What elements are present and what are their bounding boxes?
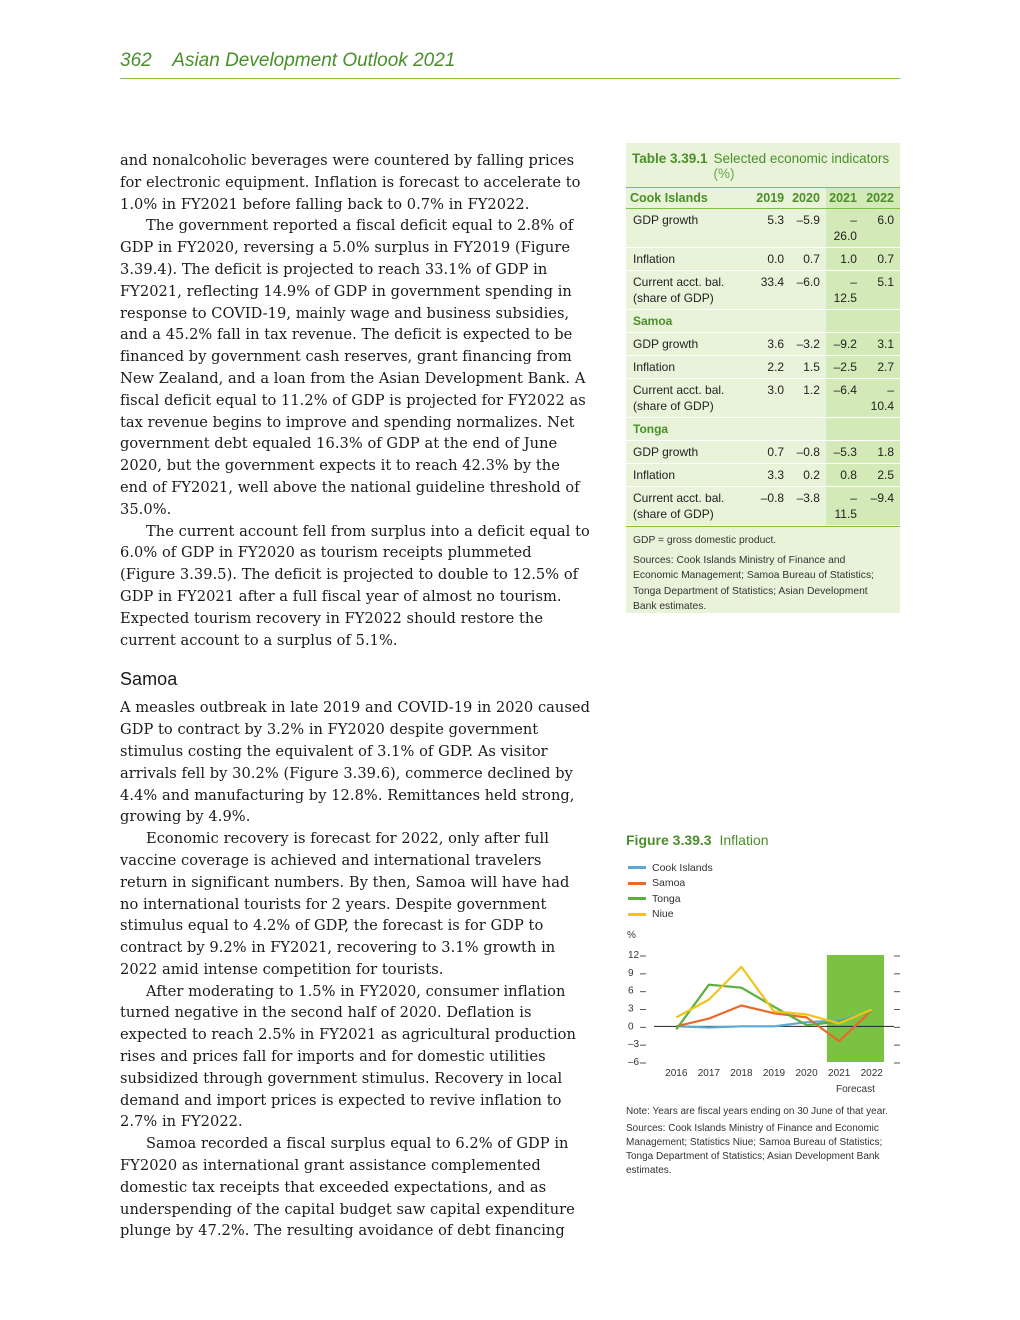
section-heading-samoa: Samoa [120,669,178,690]
table-cell: –10.4 [863,379,900,418]
table-cell: 0.0 [754,248,790,271]
table-notes [626,526,900,615]
table-sources: Sources: Cook Islands Ministry of Finance and Economic Management; Samoa Bureau of Statistics; Tonga Department of Statistics; Asian Development Bank estimates. [633,554,874,612]
forecast-cell [826,310,863,333]
y-tick-label: 0 [628,1021,634,1033]
table-row [626,464,900,487]
row-label: GDP growth [626,209,754,248]
row-label: GDP growth [626,333,754,356]
legend-swatch [628,913,646,916]
table-title-text [714,151,894,181]
table-title [626,143,900,188]
table-row [626,271,900,310]
figure-sources: Sources: Cook Islands Ministry of Finance and Economic Management; Statistics Niue; Samoa Bureau of Statistics; Tonga Department of Statistics; Asian Development Bank estimates. [626,1123,883,1176]
table-row [626,379,900,418]
figure-title [626,832,769,848]
table-cell: 0.7 [790,248,826,271]
figure-number: Figure 3.39.3 [626,832,712,848]
legend-item [628,907,713,923]
table-section-row [626,310,900,333]
table-cell: –12.5 [826,271,863,310]
table-cell: 2.7 [863,356,900,379]
table-row [626,487,900,526]
table-cell: 0.8 [826,464,863,487]
forecast-band [827,955,884,1062]
table-row [626,356,900,379]
section-name-tonga: Tonga [626,418,826,441]
x-tick-label: 2022 [860,1068,883,1079]
indicators-table [626,188,900,526]
figure-notes [626,1105,902,1181]
legend-label: Tonga [652,892,681,905]
y-tick-label: 12 [628,950,640,961]
table-cell: 5.1 [863,271,900,310]
table-cell: 1.2 [790,379,826,418]
x-tick-label: 2021 [828,1068,851,1079]
figure-title-text: Inflation [719,832,769,848]
table-cell: –6.0 [790,271,826,310]
table-cell: 1.0 [826,248,863,271]
table-cell: –6.4 [826,379,863,418]
table-unit: (%) [713,166,735,181]
forecast-cell [863,310,900,333]
table-cell: 2.2 [754,356,790,379]
paragraph-6: After moderating to 1.5% in FY2020, consumer inflation turned negative in the second half of 2020. Deflation is expected to reach 2.5% in FY2021 as agricultural production rises and prices fall for imports and for domestic utilities subsidized through government stimulus. Recovery in local demand and import prices is expected to revive inflation to 2.7% in FY2022. [120,982,576,1131]
forecast-cell [826,418,863,441]
body-text-column [120,150,590,1242]
table-cell: 0.7 [863,248,900,271]
table-cell: 1.5 [790,356,826,379]
legend-label: Samoa [652,877,686,890]
table-cell: 3.3 [754,464,790,487]
legend-label: Niue [652,908,674,921]
x-tick-label: 2016 [665,1068,688,1079]
table-row [626,209,900,248]
table-row [626,333,900,356]
x-tick-label: 2019 [762,1068,786,1079]
paragraph-3: The current account fell from surplus into a deficit equal to 6.0% of GDP in FY2020 as tourism receipts plummeted (Figure 3.39.5). The deficit is projected to double to 12.5% of GDP in FY2021 after a full fiscal year of almost no tourism. Expected tourism recovery in FY2022 should restore the current account to a surplus of 5.1%. [120,522,590,649]
chart-legend [628,860,713,922]
legend-label: Cook Islands [652,861,713,874]
table-cell: 3.0 [754,379,790,418]
table-cell: 0.7 [754,441,790,464]
y-tick-label: 6 [628,985,634,997]
table-cell: –0.8 [790,441,826,464]
table-note: GDP = gross domestic product. [633,535,777,546]
x-tick-label: 2018 [730,1068,753,1079]
page-number: 362 [120,50,152,71]
y-tick-label: –3 [628,1039,640,1051]
table-cell: 2.5 [863,464,900,487]
table-cell: –9.4 [863,487,900,526]
legend-item [628,891,713,907]
year-header: 2019 [754,188,790,209]
table-cell: –3.8 [790,487,826,526]
y-tick-label: 9 [628,967,634,979]
table-cell: –0.8 [754,487,790,526]
legend-swatch [628,882,646,885]
x-tick-label: 2017 [697,1068,720,1079]
table-cell: 1.8 [863,441,900,464]
section-name-cook-islands: Cook Islands [626,188,754,209]
row-label: GDP growth [626,441,754,464]
paragraph-1: and nonalcoholic beverages were countered by falling prices for electronic equipment. Inflation is forecast to accelerate to 1.0% in FY2021 before falling back to 0.7% in FY2022. [120,152,581,213]
year-header: 2020 [790,188,826,209]
row-label: Current acct. bal. (share of GDP) [626,487,754,526]
table-cell: –2.5 [826,356,863,379]
forecast-cell [863,418,900,441]
table-cell: –9.2 [826,333,863,356]
table-cell: 0.2 [790,464,826,487]
row-label: Inflation [626,248,754,271]
paragraph-4: A measles outbreak in late 2019 and COVID-19 in 2020 caused GDP to contract by 3.2% in FY2020 despite government stimulus costing the equivalent of 3.1% of GDP. As visitor arrivals fell by 30.2% (Figure 3.39.6), commerce declined by 4.4% and manufacturing by 12.8%. Remittances held strong, growing by 4.9%. [120,699,590,826]
publication-title: Asian Development Outlook 2021 [172,50,456,71]
figure-note: Note: Years are fiscal years ending on 30 June of that year. [626,1106,888,1117]
y-axis-label: % [627,930,636,941]
table-number: Table 3.39.1 [632,151,708,166]
table-cell: 33.4 [754,271,790,310]
row-label: Inflation [626,464,754,487]
table-cell: –26.0 [826,209,863,248]
table-cell: –11.5 [826,487,863,526]
row-label: Current acct. bal. (share of GDP) [626,271,754,310]
y-tick-label: –6 [628,1057,640,1068]
table-cell: –3.2 [790,333,826,356]
legend-swatch [628,897,646,900]
row-label: Inflation [626,356,754,379]
year-header: 2021 [826,188,863,209]
legend-item [628,860,713,876]
running-head [120,50,900,79]
table-cell: 5.3 [754,209,790,248]
table-row [626,248,900,271]
legend-swatch [628,866,646,869]
paragraph-5: Economic recovery is forecast for 2022, only after full vaccine coverage is achieved and international travelers return in significant numbers. By then, Samoa will have had no international tourists for 2 years. Despite government stimulus equal to 4.2% of GDP, the forecast is for GDP to contract by 9.2% in FY2021, recovering to 3.1% growth in 2022 amid intense competition for tourists. [120,830,570,978]
table-title-label: Selected economic indicators [713,151,890,166]
forecast-label: Forecast [835,1084,875,1095]
paragraph-7: Samoa recorded a fiscal surplus equal to 6.2% of GDP in FY2020 as international grant assistance complemented domestic tax receipts that exceeded expectations, and as underspending of the capital budget saw capital expenditure plunge by 47.2%. The resulting avoidance of debt financing [120,1135,575,1240]
paragraph-2: The government reported a fiscal deficit equal to 2.8% of GDP in FY2020, reversing a 5.0% surplus in FY2019 (Figure 3.39.4). The deficit is projected to reach 33.1% of GDP in FY2021, reflecting 14.9% of GDP in government spending in response to COVID-19, mainly wage and business subsidies, and a 45.2% fall in tax revenue. The deficit is expected to be financed by government cash reserves, grant financing from New Zealand, and a loan from the Asian Development Bank. A fiscal deficit equal to 11.2% of GDP is projected for FY2022 as tax revenue begins to improve and spending normalizes. Net government debt equaled 16.3% of GDP at the end of June 2020, but the government expects it to reach 42.3% by the end of FY2021, well above the national guideline threshold of 35.0%. [120,217,586,518]
table-cell: –5.9 [790,209,826,248]
table-cell: 3.1 [863,333,900,356]
economic-indicators-table-box [626,143,900,613]
year-header: 2022 [863,188,900,209]
row-label: Current acct. bal. (share of GDP) [626,379,754,418]
table-cell: 3.6 [754,333,790,356]
table-section-row [626,418,900,441]
table-cell: –5.3 [826,441,863,464]
table-cell: 6.0 [863,209,900,248]
legend-item [628,876,713,892]
table-header-row [626,188,900,209]
section-name-samoa: Samoa [626,310,826,333]
y-tick-label: 3 [628,1003,634,1015]
table-row [626,441,900,464]
inflation-line-chart [620,925,905,1100]
x-tick-label: 2020 [795,1068,818,1079]
